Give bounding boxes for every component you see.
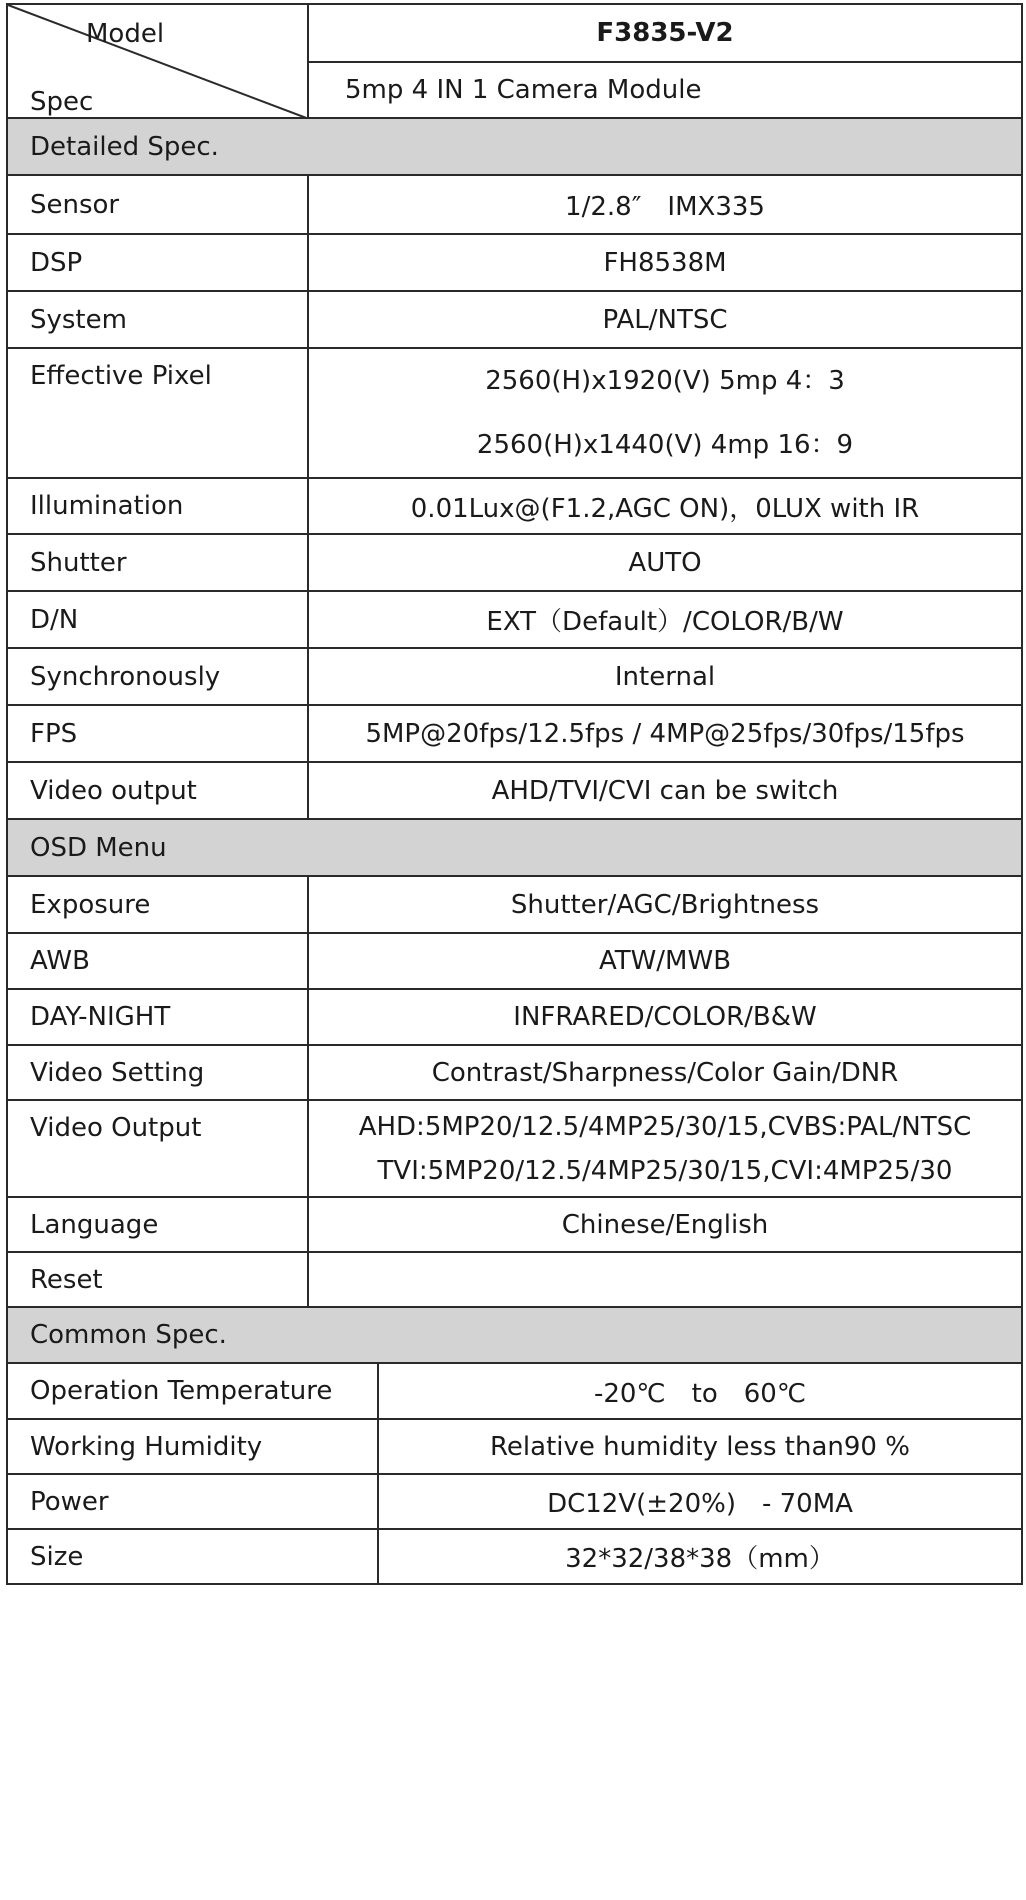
row-label: Video Setting	[7, 1045, 308, 1100]
row-value: FH8538M	[308, 234, 1022, 291]
row-label: Language	[7, 1197, 308, 1252]
common-row-power	[7, 1474, 1022, 1529]
row-label: DSP	[7, 234, 308, 291]
row-value: EXT（Default）/COLOR/B/W	[308, 591, 1022, 648]
row-label: FPS	[7, 705, 308, 762]
row-label: Exposure	[7, 876, 308, 933]
spec-row-illumination	[7, 478, 1022, 534]
section-heading-osd: OSD Menu	[7, 819, 1022, 876]
row-value: AHD/TVI/CVI can be switch	[308, 762, 1022, 819]
row-label: Reset	[7, 1252, 308, 1307]
row-value: -20℃ to 60℃	[378, 1363, 1022, 1419]
row-value: INFRARED/COLOR/B&W	[308, 989, 1022, 1045]
row-value: Shutter/AGC/Brightness	[308, 876, 1022, 933]
row-value-multiline	[308, 1100, 1022, 1197]
corner-model-label: Model	[86, 19, 165, 49]
row-label: Sensor	[7, 175, 308, 234]
corner-spec-label: Spec	[30, 87, 94, 117]
row-value: Relative humidity less than90 %	[378, 1419, 1022, 1474]
row-value: AUTO	[308, 534, 1022, 591]
model-name: F3835-V2	[308, 4, 1022, 62]
model-spec-corner-cell	[7, 4, 308, 118]
row-value: DC12V(±20%) - 70MA	[378, 1474, 1022, 1529]
osd-row-video-setting	[7, 1045, 1022, 1100]
row-value: ATW/MWB	[308, 933, 1022, 989]
row-value-line-1: 2560(H)x1920(V) 5mp 4：3	[485, 366, 845, 396]
row-value: 32*32/38*38（mm）	[378, 1529, 1022, 1584]
row-value-line-2: 2560(H)x1440(V) 4mp 16：9	[476, 430, 854, 460]
common-row-size	[7, 1529, 1022, 1584]
row-value-line-2: TVI:5MP20/12.5/4MP25/30/15,CVI:4MP25/30	[377, 1155, 953, 1186]
common-row-working-humidity	[7, 1419, 1022, 1474]
row-label: DAY-NIGHT	[7, 989, 308, 1045]
spec-row-fps	[7, 705, 1022, 762]
header-row-model	[7, 4, 1022, 62]
section-heading-common: Common Spec.	[7, 1307, 1022, 1363]
section-heading-detailed: Detailed Spec.	[7, 118, 1022, 175]
spec-row-dsp	[7, 234, 1022, 291]
row-value: 5MP@20fps/12.5fps / 4MP@25fps/30fps/15fps	[308, 705, 1022, 762]
row-label: Operation Temperature	[7, 1363, 378, 1419]
spec-row-synchronously	[7, 648, 1022, 705]
spec-row-sensor	[7, 175, 1022, 234]
row-value: 0.01Lux@(F1.2,AGC ON)，0LUX with IR	[308, 478, 1022, 534]
row-label: Synchronously	[7, 648, 308, 705]
section-row-osd	[7, 819, 1022, 876]
spec-row-system	[7, 291, 1022, 348]
row-label: Video Output	[7, 1100, 308, 1197]
row-value-multiline	[308, 348, 1022, 478]
row-value: Contrast/Sharpness/Color Gain/DNR	[308, 1045, 1022, 1100]
row-label: Size	[7, 1529, 378, 1584]
osd-row-exposure	[7, 876, 1022, 933]
osd-row-reset	[7, 1252, 1022, 1307]
row-label: Illumination	[7, 478, 308, 534]
section-row-common	[7, 1307, 1022, 1363]
common-row-operation-temperature	[7, 1363, 1022, 1419]
spec-row-effective-pixel	[7, 348, 1022, 478]
row-label: Video output	[7, 762, 308, 819]
osd-row-awb	[7, 933, 1022, 989]
osd-row-day-night	[7, 989, 1022, 1045]
row-label: Effective Pixel	[7, 348, 308, 478]
spec-row-shutter	[7, 534, 1022, 591]
osd-row-language	[7, 1197, 1022, 1252]
osd-row-video-output	[7, 1100, 1022, 1197]
row-label: System	[7, 291, 308, 348]
row-value: Internal	[308, 648, 1022, 705]
row-label: Shutter	[7, 534, 308, 591]
product-description: 5mp 4 IN 1 Camera Module	[308, 62, 1022, 118]
row-label: Working Humidity	[7, 1419, 378, 1474]
row-value-line-1: AHD:5MP20/12.5/4MP25/30/15,CVBS:PAL/NTSC	[358, 1111, 972, 1142]
section-row-detailed	[7, 118, 1022, 175]
row-label: AWB	[7, 933, 308, 989]
spec-table	[6, 3, 1023, 1585]
row-value: PAL/NTSC	[308, 291, 1022, 348]
spec-row-video-output	[7, 762, 1022, 819]
row-label: Power	[7, 1474, 378, 1529]
spec-row-dn	[7, 591, 1022, 648]
row-value: 1/2.8″ IMX335	[308, 175, 1022, 234]
row-value: Chinese/English	[308, 1197, 1022, 1252]
row-value	[308, 1252, 1022, 1307]
row-label: D/N	[7, 591, 308, 648]
